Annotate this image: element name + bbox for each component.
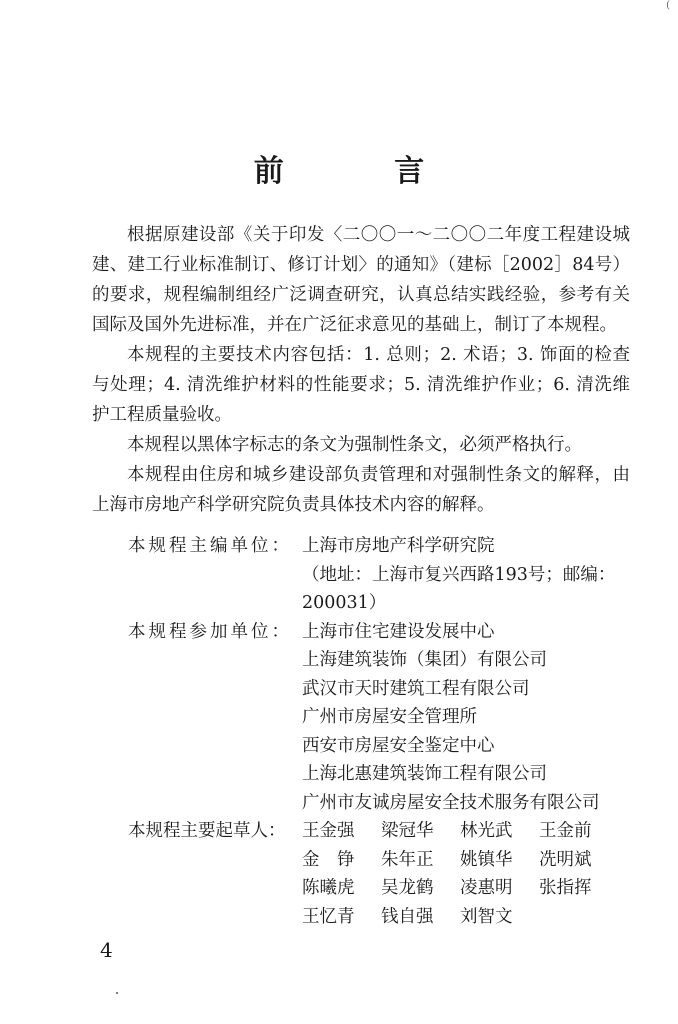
drafter-name: 金 铮 [302,849,355,870]
chief-unit-address: （地址：上海市复兴西路193号；邮编： [302,564,616,585]
paragraph-mandatory: 本规程以黑体字标志的条文为强制性条文，必须严格执行。 [127,435,582,455]
paragraph-background: 根据原建设部《关于印发〈二〇〇一～二〇〇二年度工程建设城建、建工行业标准制订、修订计划〉的通知》（建标［2002］84号）的要求，规程编制组经广泛调查研究，认真总结实践经验，参考有关国际及国外先进标准，并在广泛征求意见的基础上，制订了本规程。 [92,225,630,335]
participating-unit: 上海建筑装饰（集团）有限公司 [302,650,547,670]
chief-unit-postcode-row [92,589,637,618]
drafters-row [92,903,637,932]
drafter-name: 钱自强 [381,906,434,927]
drafters-row [92,874,637,903]
page-title: 前 言 [253,154,475,189]
chief-unit-name: 上海市房地产科学研究院 [302,536,495,556]
participating-unit-row [92,789,637,818]
participating-units-label: 本规程参加单位： [128,621,292,642]
drafters-row [92,817,637,846]
participating-unit-row [92,618,637,647]
participating-unit: 上海市住宅建设发展中心 [302,621,495,642]
participating-unit-row [92,703,637,732]
drafter-name: 姚镇华 [460,849,513,870]
drafter-name: 吴龙鹤 [381,878,434,898]
chief-unit-row [92,532,637,561]
participating-unit: 上海北惠建筑装饰工程有限公司 [302,764,547,784]
participating-unit: 西安市房屋安全鉴定中心 [302,735,495,756]
participating-unit: 广州市友诚房屋安全技术服务有限公司 [302,792,600,813]
drafter-names [302,903,637,932]
chief-unit-postcode: 200031） [302,593,387,613]
drafter-name: 林光武 [460,821,513,841]
preface-body [92,220,630,520]
drafter-names [302,874,637,903]
drafter-name: 朱年正 [381,849,434,870]
corner-mark: ( [666,0,670,11]
participating-unit: 武汉市天时建筑工程有限公司 [302,678,530,699]
drafter-name: 刘智文 [460,906,513,927]
paragraph-interpretation: 本规程由住房和城乡建设部负责管理和对强制性条文的解释，由上海市房地产科学研究院负责具体技术内容的解释。 [92,465,630,515]
participating-unit-row [92,675,637,704]
participating-unit-row [92,646,637,675]
participating-unit-row [92,760,637,789]
drafter-name: 王忆青 [302,906,355,927]
chief-unit-label: 本规程主编单位： [128,536,292,556]
drafter-name: 张指挥 [539,878,592,898]
drafter-name: 梁冠华 [381,821,434,841]
participating-unit-row [92,732,637,761]
units-section [92,532,637,931]
participating-unit: 广州市房屋安全管理所 [302,707,477,727]
drafter-names [302,817,637,846]
drafter-names [302,846,637,875]
drafter-name: 陈曦虎 [302,878,355,898]
drafters-row [92,846,637,875]
paragraph-contents: 本规程的主要技术内容包括：1. 总则；2. 术语；3. 饰面的检查与处理；4. 清洗维护材料的性能要求；5. 清洗维护作业；6. 清洗维护工程质量验收。 [92,345,630,425]
drafter-name: 王金强 [302,821,355,841]
page-number: 4 [100,938,113,962]
drafter-name: 冼明斌 [539,849,592,870]
drafters-label: 本规程主要起草人： [128,821,286,841]
scan-speck [116,992,118,994]
drafter-name: 凌惠明 [460,878,513,898]
drafter-name: 王金前 [539,821,592,841]
chief-unit-address-row [92,561,637,590]
